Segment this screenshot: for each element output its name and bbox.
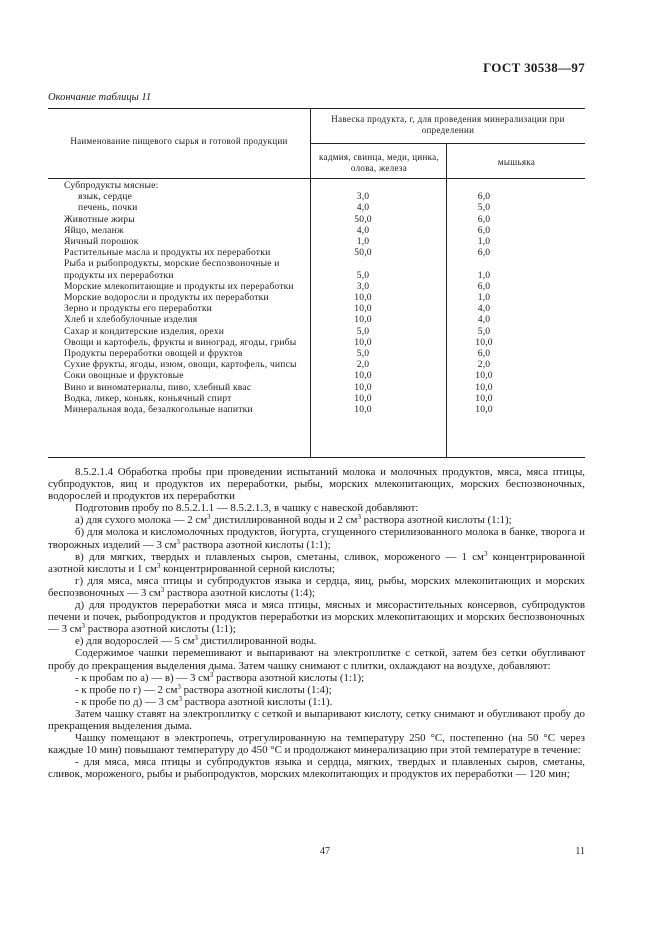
row-product-name: Водка, ликер, коньяк, коньячный спирт (64, 392, 232, 404)
row-product-name: Растительные масла и продукты их переработки (64, 247, 271, 259)
row-value-metals: 2,0 (356, 359, 370, 371)
row-product-name: печень, почки (78, 202, 138, 214)
table-row (48, 225, 585, 236)
row-product-name: Субпродукты мясные: (64, 180, 159, 191)
row-value-metals: 10,0 (354, 404, 372, 416)
table-bottom-border (48, 457, 585, 458)
row-product-name: Яичный порошок (64, 236, 139, 248)
table-row (48, 348, 585, 359)
row-product-name: Животные жиры (64, 213, 135, 225)
row-product-name: Овощи и картофель, фрукты и виноград, ягоды, грибы (64, 336, 297, 348)
row-value-arsenic: 10,0 (475, 370, 493, 382)
row-value-metals: 5,0 (356, 348, 370, 360)
row-value-metals: 1,0 (356, 236, 370, 248)
row-value-arsenic: 6,0 (477, 280, 491, 292)
body-text (48, 466, 585, 780)
row-product-name: Морские водоросли и продукты их переработки (64, 292, 269, 304)
table-caption: Окончание таблицы 11 (48, 92, 152, 103)
row-value-arsenic: 2,0 (477, 359, 491, 371)
add-item-2: - к пробе по г) — 2 $см^3$ раствора азотной кислоты (1:4); (75, 682, 332, 696)
add-item-1: - к пробам по а) — в) — 3 $см^3$ раствора азотной кислоты (1:1); (75, 670, 365, 684)
row-value-arsenic: 6,0 (477, 213, 491, 225)
table-row (48, 191, 585, 202)
item-v: в) для мягких, твердых и плавленых сыров, сметаны, сливок, мороженого — 1 $см^3$ концентрированной азотной кислоты и 1 $см^3$ концентрированной серной кислоты; (48, 549, 585, 575)
table-11 (48, 108, 585, 458)
table-row (48, 326, 585, 337)
row-value-arsenic: 1,0 (477, 269, 491, 281)
paragraph-mixing: Содержимое чашки перемешивают и выпаривают на электроплитке с сеткой, затем без сетки обугливают пробу до прекращения выделения дыма. Затем чашку снимают с плитки, охлаждают на воздухе, добавляют: (48, 647, 585, 672)
add-item-3: - к пробе по д) — 3 $см^3$ раствора азотной кислоты (1:1). (75, 694, 333, 708)
row-product-name: Хлеб и хлебобулочные изделия (64, 314, 198, 326)
table-top-border (48, 108, 585, 109)
row-value-metals: 10,0 (354, 370, 372, 382)
table-body (48, 180, 585, 415)
row-value-arsenic: 6,0 (477, 348, 491, 360)
row-value-arsenic: 10,0 (475, 336, 493, 348)
table-row (48, 404, 585, 415)
item-g: г) для мяса, мяса птицы и субпродуктов языка и сердца, яиц, рыбы, морских млекопитающих и морских беспозвоночных — 3 $см^3$ раствора азотной кислоты (1:4); (48, 574, 585, 599)
row-value-arsenic: 10,0 (475, 404, 493, 416)
row-product-name: Сахар и кондитерские изделия, орехи (64, 325, 225, 337)
table-row (48, 202, 585, 213)
row-value-arsenic: 10,0 (475, 392, 493, 404)
row-product-name: Сухие фрукты, ягоды, изюм, овощи, картофель, чипсы (64, 359, 297, 371)
header-sample-weight: Навеска продукта, г, для проведения минерализации при определении (331, 114, 565, 135)
row-value-metals: 5,0 (356, 269, 370, 281)
paragraph-8-5-2-1-4: 8.5.2.1.4 Обработка пробы при проведении испытаний молока и молочных продуктов, мяса, мяса птицы, субпродуктов, яиц и продуктов их переработки, рыбы, морских млекопитающих, морских беспозвоночных, водорослей и продуктов их переработки (48, 466, 585, 503)
table-group-divider (310, 143, 585, 144)
paragraph-prepare: Подготовив пробу по 8.5.2.1.1 — 8.5.2.1.3, в чашку с навеской добавляют: (75, 502, 419, 515)
row-product-name: Зерно и продукты его переработки (64, 303, 213, 315)
row-value-metals: 50,0 (354, 213, 372, 225)
row-value-metals: 3,0 (356, 280, 370, 292)
item-d: д) для продуктов переработки мяса и мяса птицы, мясных и мясорастительных консервов, субпродуктов печени и почек, рыбопродуктов и продуктов переработки из морских млекопитающих и морских беспозвоночных — 3 $см^3$ раствора азотной кислоты (1:1); (48, 599, 585, 636)
table-row (48, 359, 585, 370)
table-row (48, 370, 585, 381)
row-value-metals: 10,0 (354, 314, 372, 326)
table-row (48, 258, 585, 280)
row-value-arsenic: 10,0 (475, 381, 493, 393)
header-arsenic: мышьяка (497, 157, 536, 167)
row-value-arsenic: 5,0 (477, 202, 491, 214)
row-value-metals: 3,0 (356, 191, 370, 203)
table-header-bottom-border (48, 178, 585, 179)
row-product-name: язык, сердце (78, 191, 133, 203)
item-meat-duration: - для мяса, мяса птицы и субпродуктов языка и сердца, мягких, твердых и плавленых сыров, сметаны, сливок, мороженого, рыбы и рыбопродуктов, морских млекопитающих и продуктов их переработки — 120 мин; (48, 756, 585, 781)
table-row (48, 247, 585, 258)
row-value-metals: 50,0 (354, 247, 372, 259)
table-row (48, 382, 585, 393)
row-value-metals: 4,0 (356, 224, 370, 236)
row-product-name: Рыба и рыбопродукты, морские беспозвоночные и продукты их переработки (64, 258, 280, 281)
row-value-arsenic: 6,0 (477, 247, 491, 259)
row-value-metals: 10,0 (354, 303, 372, 315)
row-value-metals: 10,0 (354, 336, 372, 348)
row-value-metals: 4,0 (356, 202, 370, 214)
row-product-name: Продукты переработки овощей и фруктов (64, 348, 243, 360)
table-row (48, 393, 585, 404)
standard-code: ГОСТ 30538—97 (483, 60, 585, 75)
row-value-arsenic: 1,0 (477, 236, 491, 248)
table-row (48, 236, 585, 247)
table-row (48, 314, 585, 325)
page-number: 47 (320, 846, 330, 857)
table-row (48, 281, 585, 292)
header-product-name: Наименование пищевого сырья и готовой продукции (70, 136, 288, 146)
row-product-name: Вино и виноматериалы, пиво, хлебный квас (64, 381, 252, 393)
row-value-arsenic: 4,0 (477, 303, 491, 315)
table-row (48, 180, 585, 191)
row-value-arsenic: 6,0 (477, 224, 491, 236)
row-value-metals: 10,0 (354, 292, 372, 304)
table-row (48, 214, 585, 225)
row-value-arsenic: 6,0 (477, 191, 491, 203)
row-product-name: Яйцо, меланж (64, 224, 124, 236)
row-value-arsenic: 4,0 (477, 314, 491, 326)
sheet-number: 11 (575, 846, 585, 857)
row-value-arsenic: 1,0 (477, 292, 491, 304)
row-product-name: Соки овощные и фруктовые (64, 370, 184, 382)
table-row (48, 292, 585, 303)
paragraph-evaporate: Затем чашку ставят на электроплитку с сеткой и выпаривают кислоту, сетку снимают и обугливают пробу до прекращения выделения дыма. (48, 707, 585, 732)
row-value-metals: 10,0 (354, 381, 372, 393)
table-row (48, 303, 585, 314)
item-a: а) для сухого молока — 2 $см^3$ дистиллированной воды и 2 $см^3$ раствора азотной кислоты (1:1); (75, 513, 512, 527)
row-value-arsenic: 5,0 (477, 325, 491, 337)
header-cadmium-lead: кадмия, свинца, меди, цинка, олова, железа (319, 152, 439, 173)
item-b: б) для молока и кисломолочных продуктов, йогурта, сгущенного стерилизованного молока в банке, творога и творожных изделий — 3 $см^3$ раствора азотной кислоты (1:1); (48, 526, 585, 551)
row-value-metals: 5,0 (356, 325, 370, 337)
row-product-name: Минеральная вода, безалкогольные напитки (64, 404, 253, 416)
row-value-metals: 10,0 (354, 392, 372, 404)
row-product-name: Морские млекопитающие и продукты их переработки (64, 280, 294, 292)
paragraph-furnace: Чашку помещают в электропечь, отрегулированную на температуру 250 °С, постепенно (на 50 °С через каждые 10 мин) повышают температуру до 450 °С и продолжают минерализацию при этой температуре в течение: (48, 732, 585, 757)
item-e: е) для водорослей — 5 $см^3$ дистиллированной воды. (75, 634, 317, 648)
table-row (48, 337, 585, 348)
